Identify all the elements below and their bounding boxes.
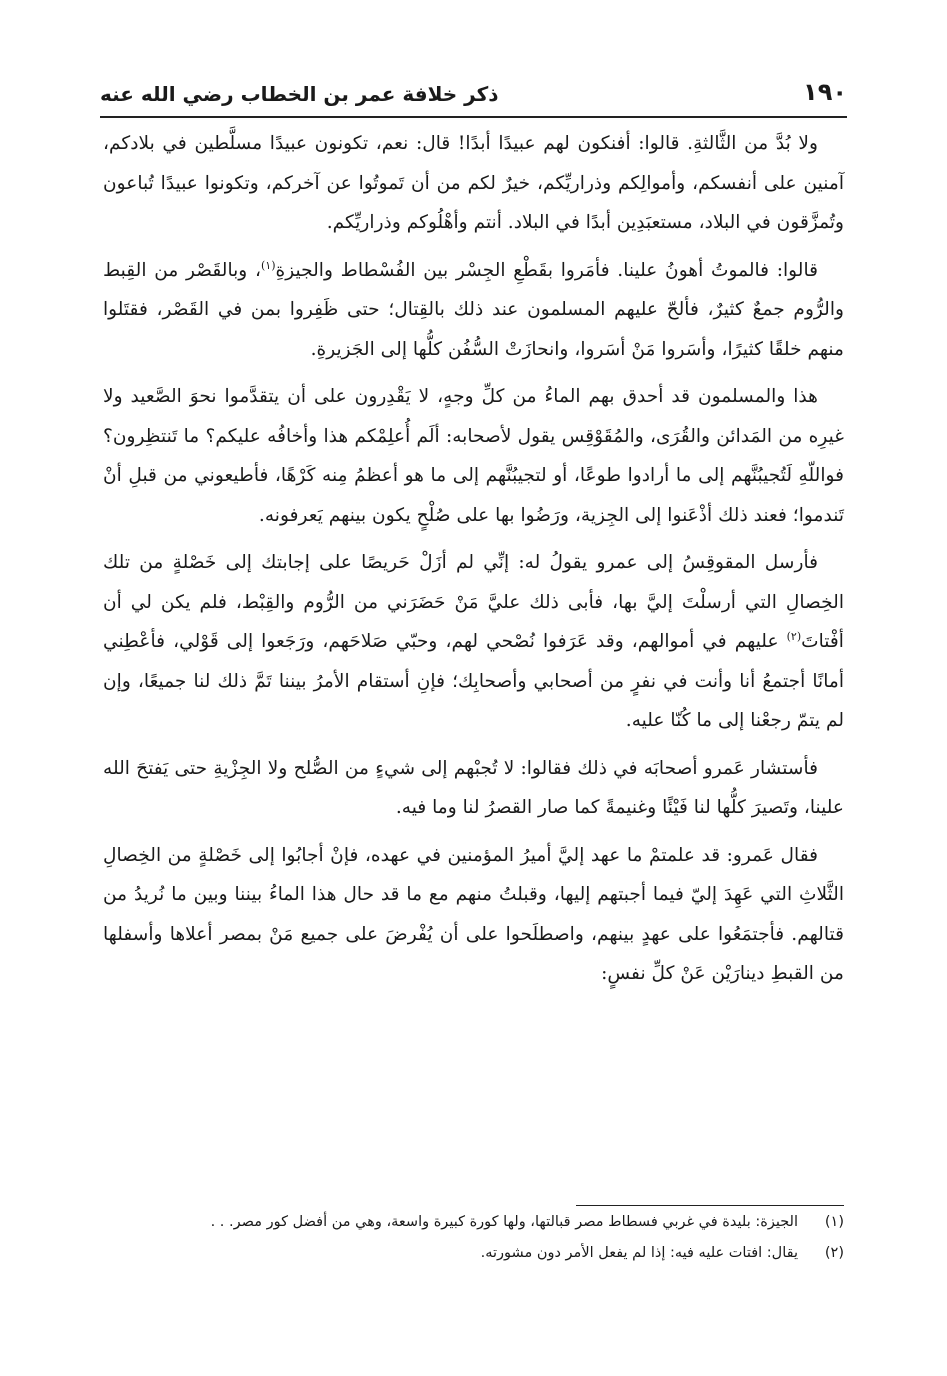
paragraph-4-start: فأرسل المقوقِسُ إلى عمرو يقولُ له: إنِّي لم أزَلْ حَريصًا على إجابتك إلى خَصْلةٍ من تلك الخِصالِ التي أرسلْتَ إليَّ بها، فأبى ذلك عليَّ مَنْ حَضَرَني من الرُّوم والقِبْط، فلم يكن لي أن أفْتاتَ	[103, 552, 844, 652]
footnote-1-number: (١)	[824, 1214, 844, 1230]
footnote-2	[103, 1241, 844, 1266]
footnote-1-text: الجيزة: بليدة في غربي فسطاط مصر قبالتها، ولها كورة كبيرة واسعة، وهي من أفضل كور مصر. . .	[210, 1214, 798, 1230]
paragraph-2-end: ، وبالقَصْر من القِبط والرُّوم جمعٌ كثيرٌ، فألحّ عليهم المسلمون عند ذلك بالقِتال؛ حتى ظَفِروا بمن في القَصْر، فقتَلوا منهم خلقًا كثيرًا، وأسَروا مَنْ أسَروا، وانحازَتْ السُّفُن كلُّها إلى الجَزيرةِ.	[103, 259, 844, 360]
paragraph-1: ولا بُدَّ من الثَّالثةِ. قالوا: أفنكون لهم عبيدًا أبدًا! قال: نعم، تكونون عبيدًا مسلَّطين في بلادكم، آمنين على أنفسكم، وأموالِكم وذراريِّكم، خيرٌ لكم من أن تَموتُوا عن آخركم، وتكونوا عبيدًا تُباعون وتُمزَّقون في البلاد، مستعبَدِين أبدًا في البلاد. أنتم وأهْلُوكم وذراريِّكم.	[103, 133, 844, 233]
header-divider	[100, 116, 847, 118]
main-text	[103, 124, 844, 1002]
paragraph-2-start: قالوا: فالموتُ أهونُ علينا. فأمَروا بقَطْعِ الجِسْر بين الفُسْطاط والجيزةِ	[275, 259, 819, 281]
running-header	[100, 72, 847, 106]
paragraph-4-end: عليهم في أموالهم، وقد عَرَفوا نُصْحي لهم، وحبّي صَلاحَهم، ورَجَعوا إلى قَوْلي، فأعْطِني أمانًا أجتمعُ أنا وأنت في نفرٍ من أصحابي وأصحابِك؛ فإنِ أستقام الأمرُ بيننا تَمَّ ذلك لنا جميعًا، وإن لم يتمّ رجعْنا إلى ما كُنّا عليه.	[103, 631, 844, 731]
footnote-1	[103, 1210, 844, 1235]
footnote-divider	[576, 1205, 844, 1206]
paragraph-6: فقال عَمرو: قد علمتمْ ما عهد إليَّ أميرُ المؤمنين في عهده، فإنْ أجابُوا إلى خَصْلةٍ من الخِصالِ الثَّلاثِ التي عَهِدَ إليّ فيما أجبتهم إليها، وقبلتُ منهم مع ما قد حال هذا الماءُ بيننا وبين ما نُريدُ من قتالهم. فأجتمَعُوا على عهدٍ بينهم، واصطلَحوا على أن يُفْرضَ على جميع مَنْ بمصر أعلاها وأسفلها من القبطِ دينارَيْن عَنْ كلِّ نفسٍ:	[103, 844, 844, 984]
paragraph-4	[103, 543, 844, 741]
running-header-title: ذكر خلافة عمر بن الخطاب رضي الله عنه	[100, 82, 499, 106]
footnotes	[103, 1210, 844, 1272]
footnote-ref-1: (١)	[260, 258, 276, 272]
paragraph-2	[103, 251, 844, 370]
footnote-ref-2: (٢)	[786, 629, 802, 643]
footnote-2-text: يقال: افتات عليه فيه: إذا لم يفعل الأمر دون مشورته.	[480, 1245, 798, 1261]
paragraph-5: فأستشار عَمرو أصحابَه في ذلك فقالوا: لا تُجبْهم إلى شيءٍ من الصُّلح ولا الجِزْيةِ حتى يَفتحَ الله علينا، وتَصيرَ كلُّها لنا فَيْئًا وغنيمةً كما صار القصرُ لنا وما فيه.	[103, 757, 844, 818]
paragraph-3: هذا والمسلمون قد أحدق بهم الماءُ من كلِّ وجهٍ، لا يَقْدِرون على أن يتقدَّموا نحوَ الصَّعيد ولا غيرِه من المَدائن والقُرَى، والمُقَوْقِس يقول لأصحابه: ألَم أُعلِمْكم هذا وأخافُه عليكم؟ ما تَنتظِرون؟ فواللّهِ لَتُجيبُنَّهم إلى ما أرادوا طوعًا، أو لتجيبُنَّهم إلى ما هو أعظمُ مِنه كَرْهًا، فأطيعوني من قبلِ أنْ تَندموا؛ فعند ذلك أذْعَنوا إلى الجِزية، ورَضُوا بها على صُلْحٍ يكون بينهم يَعرفونه.	[103, 386, 844, 526]
page-number: ١٩٠	[803, 78, 847, 106]
footnote-2-number: (٢)	[824, 1245, 844, 1261]
